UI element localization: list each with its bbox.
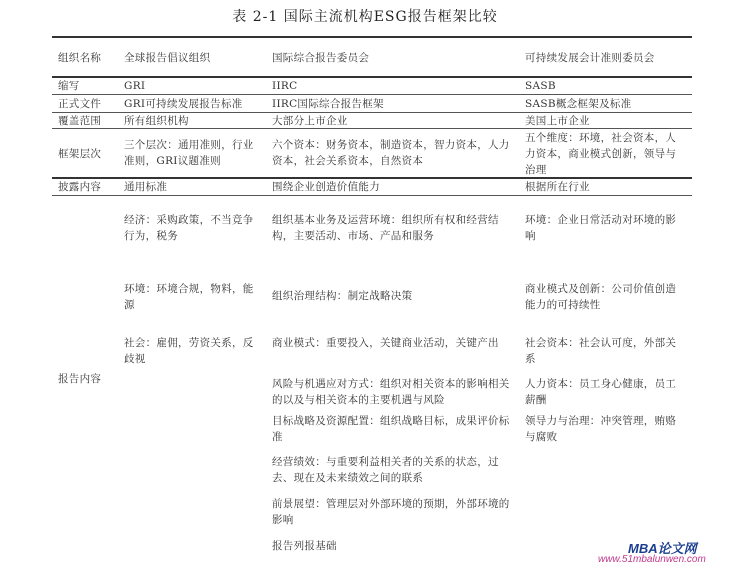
iirc-content-item: 报告列报基础 [272,540,337,552]
iirc-content-item: 前景展望：管理层对外部环境的预期，外部环境的影响 [272,498,510,526]
row-label: 缩写 [58,80,80,92]
row-label: 框架层次 [58,148,102,160]
gri-content-item: 经济：采购政策，不当竞争行为，税务 [124,214,254,242]
table-cell: GRI [124,80,146,92]
sasb-content-item: 领导力与治理：冲突管理，贿赂与腐败 [525,415,677,443]
table-cell: IIRC国际综合报告框架 [272,98,384,110]
header-cell: 可持续发展会计准则委员会 [525,52,655,64]
header-cell: 国际综合报告委员会 [272,52,370,64]
iirc-content-item: 组织治理结构：制定战略决策 [272,290,413,302]
iirc-content-item: 风险与机遇应对方式：组织对相关资本的影响相关的以及与相关资本的主要机遇与风险 [272,378,510,406]
iirc-content-item: 组织基本业务及运营环境：组织所有权和经营结构，主要活动、市场、产品和服务 [272,214,499,242]
header-cell: 全球报告倡议组织 [124,52,211,64]
sasb-content-item: 环境：企业日常活动对环境的影响 [525,214,677,242]
iirc-content-item: 目标战略及资源配置：组织战略目标，成果评价标准 [272,415,510,443]
table-cell: 围绕企业创造价值能力 [272,181,380,193]
sasb-content-item: 人力资本：员工身心健康，员工薪酬 [525,378,677,406]
row-label: 覆盖范围 [58,115,102,127]
watermark-brand: MBA论文网 [628,541,697,556]
row-rule [52,94,692,95]
iirc-content-item: 商业模式：重要投入，关键商业活动，关键产出 [272,337,499,349]
table-cell: SASB [525,80,556,92]
watermark-url: www.51mbalunwen.com [598,554,706,565]
table-cell: GRI可持续发展报告标准 [124,98,243,110]
row-label: 披露内容 [58,181,102,193]
sasb-content-item: 社会资本：社会认可度，外部关系 [525,337,677,365]
gri-content-item: 环境：环境合规，物料，能源 [124,283,254,311]
row-label: 报告内容 [58,373,102,385]
row-rule [52,195,692,196]
sasb-content-item: 商业模式及创新：公司价值创造能力的可持续性 [525,283,677,311]
table-cell: 三个层次：通用准则，行业准则，GRI议题准则 [124,139,254,167]
table-cell: IIRC [272,80,298,92]
table-cell: 五个维度：环境，社会资本，人力资本，商业模式创新，领导与治理 [525,132,677,176]
table-cell: 美国上市企业 [525,115,590,127]
top-rule [52,36,692,38]
table-cell: SASB概念框架及标准 [525,98,632,110]
table-title: 表 2-1 国际主流机构ESG报告框架比较 [232,9,498,25]
iirc-content-item: 经营绩效：与重要利益相关者的关系的状态，过去、现在及未来绩效之间的联系 [272,456,499,484]
table-cell: 大部分上市企业 [272,115,348,127]
header-cell: 组织名称 [58,52,102,64]
table-cell: 六个资本：财务资本，制造资本，智力资本，人力资本，社会关系资本，自然资本 [272,139,510,167]
table-cell: 所有组织机构 [124,115,189,127]
table-cell: 通用标准 [124,181,168,193]
row-label: 正式文件 [58,98,102,110]
gri-content-item: 社会：雇佣，劳资关系，反歧视 [124,337,254,365]
table-cell: 根据所在行业 [525,181,590,193]
